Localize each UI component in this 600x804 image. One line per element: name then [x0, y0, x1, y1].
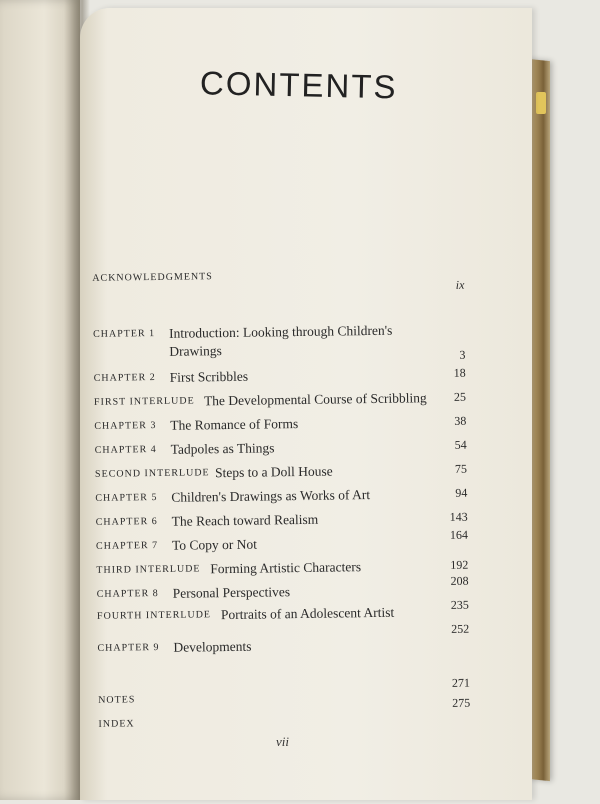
toc-title: Steps to a Doll House [214, 463, 333, 481]
toc-label: CHAPTER 5 [95, 492, 158, 504]
toc-entry-second-interlude [95, 462, 467, 487]
toc-page-number: 75 [454, 461, 468, 476]
toc-entry-notes [98, 675, 471, 713]
toc-title: Tadpoles as Things [170, 440, 275, 457]
toc-entry-chapter-4 [95, 438, 467, 463]
toc-page-number: 94 [455, 485, 468, 500]
toc-label: SECOND INTERLUDE [94, 467, 210, 480]
toc-label: THIRD INTERLUDE [96, 563, 201, 576]
toc-page-number: 235 [450, 597, 469, 612]
toc-title: Personal Perspectives [172, 584, 291, 601]
toc-entry-chapter-7 [95, 527, 468, 559]
toc-label: ACKNOWLEDGMENTS [92, 271, 213, 284]
toc-page-number: 143 [449, 509, 468, 524]
toc-label: CHAPTER 1 [92, 328, 156, 340]
toc-title: The Reach toward Realism [171, 511, 319, 529]
toc-title: Forming Artistic Characters [210, 559, 362, 577]
toc-label: INDEX [98, 718, 135, 730]
toc-page-number: 3 [459, 347, 466, 362]
toc-title: The Romance of Forms [170, 416, 299, 433]
toc-entry-acknowledgments [92, 266, 464, 291]
toc-title: First Scribbles [169, 368, 249, 385]
toc-entry-fourth-interlude [96, 597, 469, 629]
toc-page-number: 18 [453, 365, 466, 380]
toc-page-number: 25 [453, 389, 467, 404]
toc-page-number: 275 [452, 695, 471, 710]
toc-label: CHAPTER 3 [94, 420, 157, 432]
toc-label: CHAPTER 8 [96, 587, 159, 600]
toc-label: CHAPTER 4 [94, 444, 157, 456]
toc-entry-chapter-8 [96, 573, 469, 607]
toc-entry-chapter-3 [94, 414, 466, 439]
toc-title: Developments [173, 638, 252, 655]
toc-label: FIRST INTERLUDE [93, 395, 195, 408]
toc-page-number: 38 [454, 413, 467, 428]
toc-label: CHAPTER 9 [97, 641, 160, 654]
toc-page-number: 252 [451, 621, 470, 636]
toc-label: NOTES [98, 694, 136, 706]
toc-title: To Copy or Not [171, 536, 258, 553]
toc-entry-chapter-9 [97, 621, 470, 661]
toc-page-number: ix [455, 277, 465, 292]
page-title: CONTENTS [199, 64, 398, 106]
toc-title: Children's Drawings as Works of Art [171, 487, 371, 505]
toc-label: FOURTH INTERLUDE [96, 609, 212, 622]
toc-entry-chapter-2 [94, 366, 466, 391]
toc-page-number: 271 [451, 675, 471, 690]
toc-label: CHAPTER 6 [95, 515, 158, 528]
toc-page-number: 192 [450, 557, 469, 572]
page-folio: vii [276, 734, 289, 749]
toc-title: Portraits of an Adolescent Artist [220, 604, 395, 623]
toc-entry-first-interlude [94, 390, 466, 415]
toc-title: The Developmental Course of Scribbling [203, 390, 427, 409]
toc-page-number: 208 [450, 573, 469, 588]
toc-page-number: 164 [449, 527, 468, 542]
toc-title: Introduction: Looking through Children's [168, 322, 393, 341]
toc-entry-chapter-1 [93, 322, 466, 371]
toc-label: CHAPTER 2 [93, 372, 156, 384]
toc-title-continued: Drawings [169, 343, 222, 359]
toc-entry-chapter-6 [96, 510, 468, 535]
toc-entry-chapter-5 [95, 486, 467, 511]
toc-label: CHAPTER 7 [95, 539, 159, 552]
toc-entry-third-interlude [96, 558, 468, 583]
toc-page-number: 54 [454, 437, 467, 452]
